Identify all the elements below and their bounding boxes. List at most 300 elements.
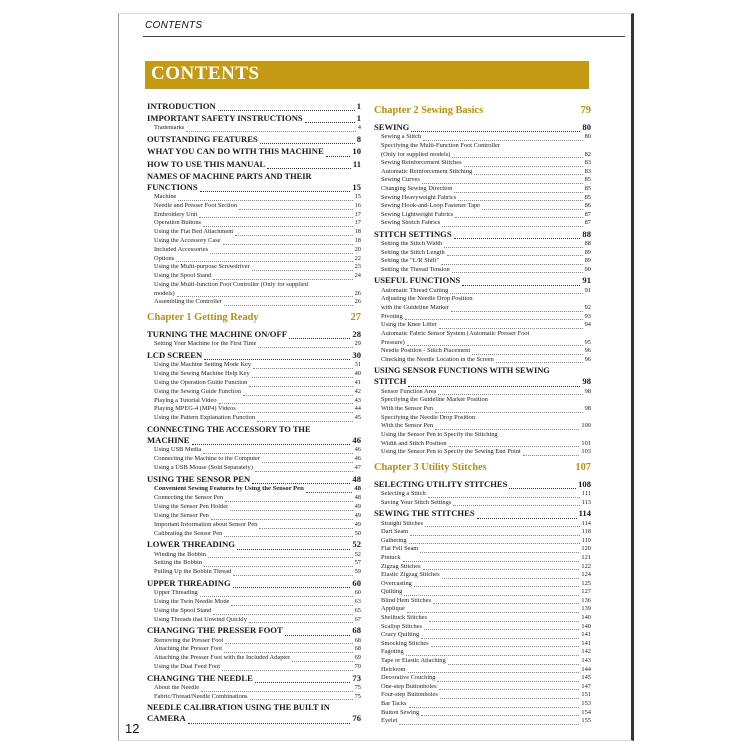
dot-leader [442, 226, 582, 227]
toc-subentry [374, 288, 591, 297]
toc-entry-label: Important Information about Sensor Pen [154, 521, 258, 528]
toc-entry-page: 43 [354, 397, 361, 404]
dot-leader [472, 354, 583, 355]
toc-entry-label: Removing the Presser Foot [154, 637, 224, 644]
toc-subentry [374, 177, 591, 186]
toc-entry-page: 44 [354, 406, 361, 413]
toc-subentry [374, 581, 591, 590]
toc-entry-label: Needle and Presser Foot Section [154, 202, 238, 209]
dot-leader [474, 174, 582, 175]
dot-leader [210, 253, 352, 254]
toc-entry-label: Automatic Fabric Sensor System (Automatic Presser Foot [381, 330, 530, 337]
dot-leader [188, 723, 351, 724]
dot-leader [452, 157, 582, 158]
toc-entry-label: Using USB Media [154, 447, 202, 454]
toc-subentry [147, 694, 361, 703]
toc-subentry [374, 675, 591, 684]
toc-entry-page: 48 [352, 474, 361, 484]
toc-entry-label: Pressure) [381, 339, 405, 346]
toc-entry-label: HOW TO USE THIS MANUAL [147, 159, 266, 169]
toc-subentry [374, 432, 591, 441]
toc-entry-label: Playing a Tutorial Video [154, 397, 217, 404]
toc-entry-page: 141 [581, 640, 591, 647]
toc-subentry [147, 229, 361, 238]
dot-leader [408, 672, 580, 673]
toc-section-entry [147, 674, 361, 685]
toc-subentry [147, 495, 361, 504]
toc-subentry [147, 264, 361, 273]
toc-entry-page: 49 [354, 512, 361, 519]
toc-entry-page: 68 [354, 637, 361, 644]
toc-entry-label: Connecting the Machine to the Computer [154, 456, 260, 463]
toc-entry-label: Shelltuck Stitches [381, 615, 427, 622]
toc-entry-page: 139 [581, 606, 591, 613]
toc-subentry [147, 398, 361, 407]
toc-entry-page: 76 [352, 714, 361, 724]
toc-entry-page: 85 [584, 194, 591, 201]
toc-subentry [147, 447, 361, 456]
toc-subentry [374, 169, 591, 178]
toc-entry-label: Using the Machine Setting Mode Key [154, 362, 252, 369]
toc-entry-label: Decorative Couching [381, 675, 436, 682]
toc-entry-label: Chapter 3 Utility Stitches [374, 462, 487, 473]
toc-subentry [374, 397, 591, 406]
toc-entry-label: USEFUL FUNCTIONS [374, 276, 461, 286]
dot-leader [203, 226, 353, 227]
dot-leader [409, 707, 580, 708]
dot-leader [292, 661, 352, 662]
toc-entry-label: Flat Fell Seam [381, 546, 419, 553]
dot-leader [428, 497, 580, 498]
toc-entry-page: 50 [354, 530, 361, 537]
toc-entry-label: Four-step Buttonholes [381, 692, 438, 699]
toc-entry-label: Using the Knee Lifter [381, 322, 437, 329]
toc-entry-label: Attaching the Presser Foot [154, 646, 222, 653]
toc-subentry [374, 203, 591, 212]
toc-entry-page: 83 [584, 168, 591, 175]
dot-leader [438, 394, 582, 395]
toc-subentry [147, 406, 361, 415]
toc-entry-page: 82 [584, 151, 591, 158]
dot-leader [425, 526, 580, 527]
dot-leader [477, 518, 577, 519]
toc-subentry [374, 296, 591, 305]
toc-subentry [374, 134, 591, 143]
toc-subentry [147, 560, 361, 569]
toc-entry-page: 98 [584, 406, 591, 412]
toc-entry-page: 142 [581, 649, 591, 656]
toc-subentry [147, 552, 361, 561]
toc-entry-label: FUNCTIONS [147, 182, 198, 192]
toc-entry-page: 100 [581, 423, 591, 430]
toc-entry-page: 119 [581, 537, 591, 544]
toc-section-entry [374, 480, 591, 491]
dot-leader [237, 549, 350, 550]
toc-subentry [147, 125, 361, 134]
toc-subentry [147, 646, 361, 655]
toc-subentry [374, 406, 591, 415]
toc-entry-label: Overcasting [381, 580, 412, 587]
toc-subentry [374, 241, 591, 250]
toc-subentry [147, 194, 361, 203]
toc-entry-page: 31 [354, 362, 361, 369]
toc-entry-page: 45 [354, 415, 361, 422]
toc-entry-page: 145 [581, 675, 591, 682]
toc-section-entry [147, 426, 361, 435]
toc-entry-page: 87 [584, 211, 591, 218]
dot-leader [255, 471, 353, 472]
toc-entry-label: Sewing a Stitch [381, 134, 422, 141]
toc-entry-label: Embroidery Unit [154, 211, 198, 218]
toc-entry-page: 91 [582, 276, 591, 286]
dot-leader [178, 200, 352, 201]
toc-right-column [374, 101, 591, 727]
toc-subentry [147, 617, 361, 626]
toc-subentry [374, 615, 591, 624]
dot-leader [199, 217, 352, 218]
dot-leader [267, 168, 351, 169]
toc-entry-label: Button Sewing [381, 709, 420, 716]
toc-entry-page: 101 [581, 440, 591, 447]
dot-leader [496, 362, 583, 363]
toc-subentry [147, 569, 361, 578]
dot-leader [422, 183, 583, 184]
toc-subentry [147, 341, 361, 350]
toc-entry-label: Winding the Bobbin [154, 551, 206, 558]
dot-leader [233, 587, 351, 588]
dot-leader [450, 293, 582, 294]
toc-subentry [147, 380, 361, 389]
toc-entry-label: Machine [154, 193, 177, 200]
toc-entry-page: 140 [581, 615, 591, 622]
dot-leader [509, 488, 576, 489]
toc-entry-page: 11 [352, 159, 361, 169]
dot-leader [448, 664, 580, 665]
dot-leader [453, 505, 579, 506]
dot-leader [454, 192, 582, 193]
dot-leader [262, 462, 353, 463]
dot-leader [200, 191, 351, 192]
toc-entry-page: 29 [354, 341, 361, 348]
dot-leader [211, 519, 353, 520]
toc-entry-label: Gathering [381, 537, 407, 544]
toc-entry-label: LOWER THREADING [147, 540, 235, 549]
toc-subentry [147, 389, 361, 398]
toc-entry-page: 48 [354, 495, 361, 502]
dot-leader [424, 629, 579, 630]
dot-leader [407, 612, 580, 613]
dot-leader [409, 543, 580, 544]
toc-subentry [147, 362, 361, 371]
toc-subentry [374, 649, 591, 658]
toc-entry-label: Appliqué [381, 606, 405, 613]
toc-section-entry [147, 540, 361, 551]
toc-subentry [147, 220, 361, 229]
toc-subentry [374, 449, 591, 458]
toc-entry-page: 153 [581, 701, 591, 707]
dot-leader [208, 557, 353, 558]
toc-entry-label: Using Threads that Unwind Quickly [154, 616, 247, 623]
toc-subentry [147, 504, 361, 513]
toc-section-entry [374, 377, 591, 388]
toc-section-entry [374, 230, 591, 241]
dot-leader [177, 296, 353, 297]
toc-entry-page: 88 [584, 241, 591, 248]
toc-entry-label: Fabric/Thread/Needle Combinations [154, 693, 248, 700]
toc-entry-label: Specifying the Multi-Function Foot Controller [381, 142, 500, 149]
toc-subentry [374, 491, 591, 500]
chapter-heading [147, 313, 361, 329]
toc-entry-page: 17 [354, 211, 361, 218]
toc-subentry [374, 331, 591, 340]
toc-subentry [374, 348, 591, 357]
dot-leader [423, 140, 582, 141]
toc-entry-page: 124 [581, 572, 591, 579]
dot-leader [233, 575, 352, 576]
toc-entry-page: 75 [354, 684, 361, 691]
toc-section-entry [147, 173, 361, 182]
toc-entry-page: 88 [582, 229, 591, 239]
toc-section-entry [147, 114, 361, 125]
toc-entry-label: Playing MPEG-4 (MP4) Videos [154, 406, 236, 413]
toc-entry-page: 86 [584, 203, 591, 210]
toc-entry-page: 80 [584, 134, 591, 141]
toc-subentry [374, 250, 591, 259]
toc-subentry [374, 441, 591, 450]
toc-entry-label: Selecting a Stitch [381, 491, 426, 498]
toc-subentry [374, 529, 591, 538]
toc-entry-label: USING SENSOR FUNCTIONS WITH SEWING [374, 367, 550, 376]
toc-subentry [374, 538, 591, 547]
toc-subentry [147, 415, 361, 424]
dot-leader [411, 131, 580, 132]
toc-entry-label: Specifying the Needle Drop Position [381, 414, 476, 421]
toc-subentry [374, 500, 591, 509]
dot-leader [449, 446, 580, 447]
dot-leader [253, 368, 353, 369]
toc-entry-page: 17 [354, 220, 361, 227]
toc-entry-label: Using a USB Mouse (Sold Separately) [154, 464, 253, 471]
dot-leader [423, 569, 580, 570]
toc-section-entry [374, 509, 591, 520]
dot-leader [447, 255, 583, 256]
toc-entry-label: Setting the Thread Tension [381, 266, 450, 273]
toc-subentry [374, 718, 591, 727]
toc-section-entry [147, 183, 361, 194]
toc-subentry [147, 273, 361, 282]
toc-subentry [374, 357, 591, 366]
toc-subentry [374, 606, 591, 615]
toc-entry-label: With the Sensor Pen [381, 406, 434, 412]
toc-entry-label: (Only for supplied models) [381, 151, 451, 158]
toc-subentry [374, 152, 591, 161]
dot-leader [249, 386, 352, 387]
dot-leader [431, 646, 580, 647]
toc-entry-label: Using the Twin Needle Mode [154, 598, 230, 605]
toc-entry-label: Sewing Heavyweight Fabrics [381, 194, 457, 201]
toc-entry-label: Sewing Stretch Fabrics [381, 220, 441, 227]
toc-entry-label: Assembling the Controller [154, 299, 222, 306]
toc-entry-page: 85 [584, 177, 591, 184]
toc-subentry [147, 212, 361, 221]
toc-section-entry [147, 436, 361, 447]
toc-entry-page: 79 [580, 106, 591, 116]
toc-entry-label: Using the Sewing Machine Help Key [154, 371, 250, 378]
page-title: CONTENTS [151, 63, 260, 84]
toc-entry-label: Fagoting [381, 649, 404, 656]
toc-entry-page: 95 [584, 339, 591, 346]
dot-leader [255, 682, 351, 683]
dot-leader [186, 131, 356, 132]
toc-subentry [147, 456, 361, 465]
toc-entry-label: Using the Sensor Pen to Specify the Sewing End Point [381, 449, 521, 456]
toc-entry-label: STITCH SETTINGS [374, 229, 452, 239]
dot-leader [421, 715, 579, 716]
toc-entry-label: Crazy Quilting [381, 632, 420, 639]
toc-entry-label: Setting the Stitch Width [381, 241, 443, 248]
toc-subentry [147, 203, 361, 212]
dot-leader [213, 279, 352, 280]
toc-entry-page: 121 [581, 554, 591, 561]
page-number: 12 [125, 721, 140, 736]
toc-entry-page: 47 [354, 464, 361, 471]
toc-entry-page: 65 [354, 607, 361, 614]
toc-entry-page: 46 [354, 456, 361, 463]
toc-entry-label: Sewing Reinforcement Stitches [381, 160, 462, 167]
toc-entry-label: Using the Sewing Guide Function [154, 388, 241, 395]
toc-subentry [147, 599, 361, 608]
dot-leader [224, 536, 352, 537]
toc-subentry [147, 282, 361, 291]
toc-entry-page: 1 [356, 114, 361, 124]
toc-subentry [147, 664, 361, 673]
toc-entry-page: 46 [352, 436, 361, 446]
toc-subentry [374, 684, 591, 693]
toc-entry-page: 59 [354, 569, 361, 576]
toc-entry-page: 107 [575, 462, 591, 473]
toc-entry-page: 75 [354, 693, 361, 700]
dot-leader [250, 699, 353, 700]
toc-section-entry [147, 714, 361, 725]
toc-entry-label: Setting the Stitch Length [381, 249, 445, 256]
toc-subentry [374, 415, 591, 424]
dot-leader [410, 535, 579, 536]
toc-entry-page: 154 [581, 709, 591, 716]
toc-entry-page: 8 [356, 135, 361, 145]
toc-subentry [374, 624, 591, 633]
dot-leader [223, 244, 353, 245]
toc-entry-label: Using the Operation Guide Function [154, 380, 248, 387]
toc-entry-label: Heirloom [381, 666, 406, 673]
running-head: CONTENTS [145, 20, 203, 31]
toc-entry-page: 92 [584, 305, 591, 312]
toc-entry-label: SEWING [374, 123, 410, 132]
header-rule [143, 36, 625, 37]
toc-entry-label: Chapter 1 Getting Ready [147, 313, 259, 324]
toc-left-column [147, 101, 361, 726]
toc-entry-page: 28 [352, 330, 361, 340]
toc-entry-label: LCD SCREEN [147, 351, 203, 360]
toc-entry-label: Using the Multi-purpose Screwdriver [154, 264, 250, 271]
toc-entry-page: 118 [581, 529, 591, 536]
toc-entry-page: 141 [581, 632, 591, 639]
toc-entry-label: Pintuck [381, 554, 401, 561]
toc-entry-page: 42 [354, 388, 361, 395]
dot-leader [285, 635, 351, 636]
dot-leader [305, 122, 355, 123]
toc-subentry [147, 291, 361, 300]
toc-entry-label: IMPORTANT SAFETY INSTRUCTIONS [147, 114, 303, 123]
toc-entry-page: 113 [581, 499, 591, 506]
toc-entry-label: Specifying the Guideline Marker Position [381, 397, 488, 404]
toc-entry-page: 10 [352, 147, 361, 157]
toc-entry-label: Blind Hem Stitches [381, 597, 432, 604]
toc-entry-label: UPPER THREADING [147, 578, 231, 588]
toc-entry-page: 111 [581, 491, 591, 498]
toc-entry-page: 60 [352, 578, 361, 588]
dot-leader [451, 311, 583, 312]
toc-entry-label: Width and Stitch Position [381, 440, 447, 447]
toc-subentry [374, 632, 591, 641]
toc-entry-page: 41 [354, 380, 361, 387]
toc-subentry [374, 572, 591, 581]
toc-entry-page: 96 [584, 356, 591, 363]
dot-leader [403, 561, 580, 562]
toc-subentry [374, 322, 591, 331]
toc-entry-label: OUTSTANDING FEATURES [147, 135, 258, 144]
dot-leader [225, 501, 353, 502]
toc-subentry [147, 513, 361, 522]
toc-entry-page: 20 [354, 246, 361, 253]
toc-subentry [374, 186, 591, 195]
toc-entry-page: 27 [350, 313, 361, 324]
dot-leader [258, 347, 352, 348]
toc-entry-label: Sewing Lightweight Fabrics [381, 211, 454, 218]
toc-entry-page: 127 [581, 589, 591, 596]
toc-entry-label: CAMERA [147, 714, 186, 724]
dot-leader [435, 412, 583, 413]
dot-leader [455, 217, 582, 218]
dot-leader [201, 691, 353, 692]
dot-leader [219, 403, 353, 404]
toc-entry-page: 155 [581, 718, 591, 725]
toc-entry-page: 151 [581, 692, 591, 699]
dot-leader [192, 444, 351, 445]
toc-subentry [374, 314, 591, 323]
toc-entry-label: Quilting [381, 589, 403, 596]
toc-entry-page: 108 [578, 479, 591, 489]
toc-entry-label: Zigzag Stitches [381, 563, 421, 570]
toc-entry-page: 22 [354, 255, 361, 262]
toc-entry-page: 70 [354, 663, 361, 670]
toc-subentry [374, 667, 591, 676]
toc-subentry [374, 389, 591, 398]
dot-leader [200, 596, 353, 597]
toc-subentry [374, 521, 591, 530]
toc-subentry [374, 701, 591, 710]
toc-subentry [374, 305, 591, 314]
toc-entry-page: 46 [354, 447, 361, 454]
toc-entry-label: models) [154, 290, 175, 297]
toc-entry-page: 89 [584, 249, 591, 256]
dot-leader [442, 578, 580, 579]
toc-entry-page: 103 [581, 449, 591, 456]
toc-entry-label: Sensor Function Area [381, 388, 437, 395]
toc-entry-label: Setting Your Machine for the First Time [154, 341, 257, 348]
dot-leader [420, 552, 579, 553]
toc-section-entry [147, 147, 361, 158]
dot-leader [440, 698, 580, 699]
